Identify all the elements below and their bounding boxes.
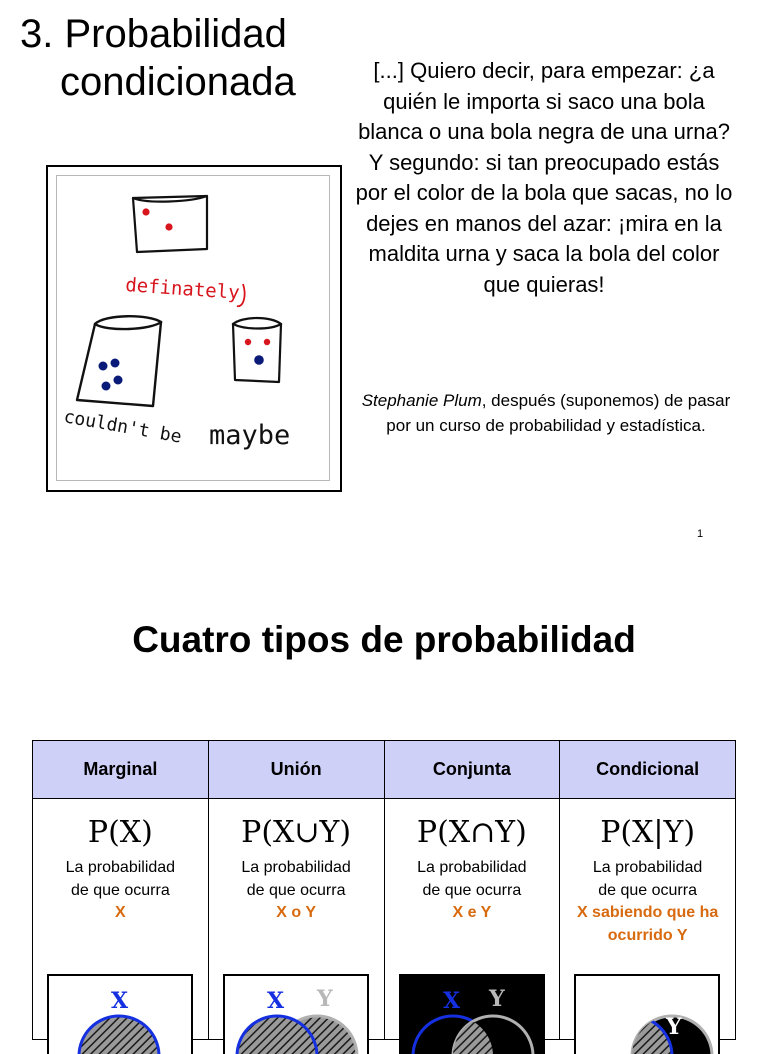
attribution-rest: , después (suponemos) de pasar por un curso de probabilidad y estadística. (386, 391, 731, 435)
desc-line-2: de que ocurra (598, 881, 697, 899)
formula: P(X) (87, 815, 153, 850)
formula: P(X∩Y) (416, 815, 527, 850)
highlight-event: X e Y (452, 904, 492, 921)
attribution-author: Stephanie Plum (361, 391, 482, 410)
formula: P(X∪Y) (241, 815, 352, 850)
quote-attribution (360, 388, 732, 438)
drawing-inner-border (56, 175, 330, 481)
column-union (209, 741, 385, 1039)
label-maybe: maybe (209, 420, 291, 451)
title-line-2: condicionada (60, 60, 296, 104)
drawing-frame (46, 165, 342, 492)
desc-line-2: de que ocurra (71, 881, 170, 899)
column-conditional (560, 741, 735, 1039)
venn-diagram (399, 974, 545, 1054)
highlight-event: X (115, 904, 126, 921)
label-couldnt-be: couldn't be (62, 406, 184, 448)
urn-right (233, 318, 281, 382)
red-ball (142, 208, 149, 215)
blue-ball (99, 362, 108, 371)
slide-title (20, 10, 350, 106)
slide2-title: Cuatro tipos de probabilidad (132, 619, 636, 660)
label-definately: definately (124, 274, 241, 304)
blue-ball (114, 376, 123, 385)
circle-x (79, 1016, 159, 1054)
blue-ball (254, 355, 264, 365)
blue-ball (102, 382, 111, 391)
venn-label-y: Y (488, 986, 505, 1012)
formula: P(X|Y) (600, 815, 696, 850)
urn-drawing (57, 176, 329, 480)
description (560, 857, 735, 947)
column-header: Conjunta (385, 741, 560, 799)
venn-diagram (47, 974, 193, 1054)
highlight-event: X sabiendo que ha ocurrido Y (576, 904, 719, 944)
venn-label-x: X (266, 988, 284, 1014)
desc-line-1: La probabilidad (592, 859, 703, 876)
desc-line-1: La probabilidad (417, 859, 527, 876)
venn-label-y: Y (666, 1014, 682, 1040)
column-joint (385, 741, 561, 1039)
description (33, 857, 208, 925)
column-header: Marginal (33, 741, 208, 799)
description (209, 857, 384, 925)
venn-label-x: X (442, 988, 460, 1014)
desc-line-2: de que ocurra (422, 881, 522, 899)
title-line-1: 3. Probabilidad (20, 12, 287, 56)
page-number: 1 (696, 528, 704, 540)
desc-line-1: La probabilidad (241, 859, 351, 876)
quote-text: [...] Quiero decir, para empezar: ¿a quién le importa si saco una bola blanca o una bola negra de una urna? Y segundo: si tan preocupado estás por el color de la bola que sacas, no lo dejes en manos del azar: ¡mira en la maldita urna y saca la bola del color que quieras! (355, 58, 733, 297)
blue-ball (111, 359, 120, 368)
venn-label-y: Y (316, 986, 333, 1012)
column-header: Condicional (560, 741, 735, 799)
venn-diagram (574, 974, 720, 1054)
red-ball (165, 223, 172, 230)
column-marginal (33, 741, 209, 1039)
description (385, 857, 560, 925)
red-ball (264, 339, 270, 345)
probability-types-table (32, 740, 736, 1040)
red-ball (245, 339, 251, 345)
venn-diagram (223, 974, 369, 1054)
desc-line-2: de que ocurra (246, 881, 346, 899)
highlight-event: X o Y (276, 904, 316, 921)
column-header: Unión (209, 741, 384, 799)
venn-label-x: X (111, 988, 129, 1014)
desc-line-1: La probabilidad (65, 859, 176, 876)
